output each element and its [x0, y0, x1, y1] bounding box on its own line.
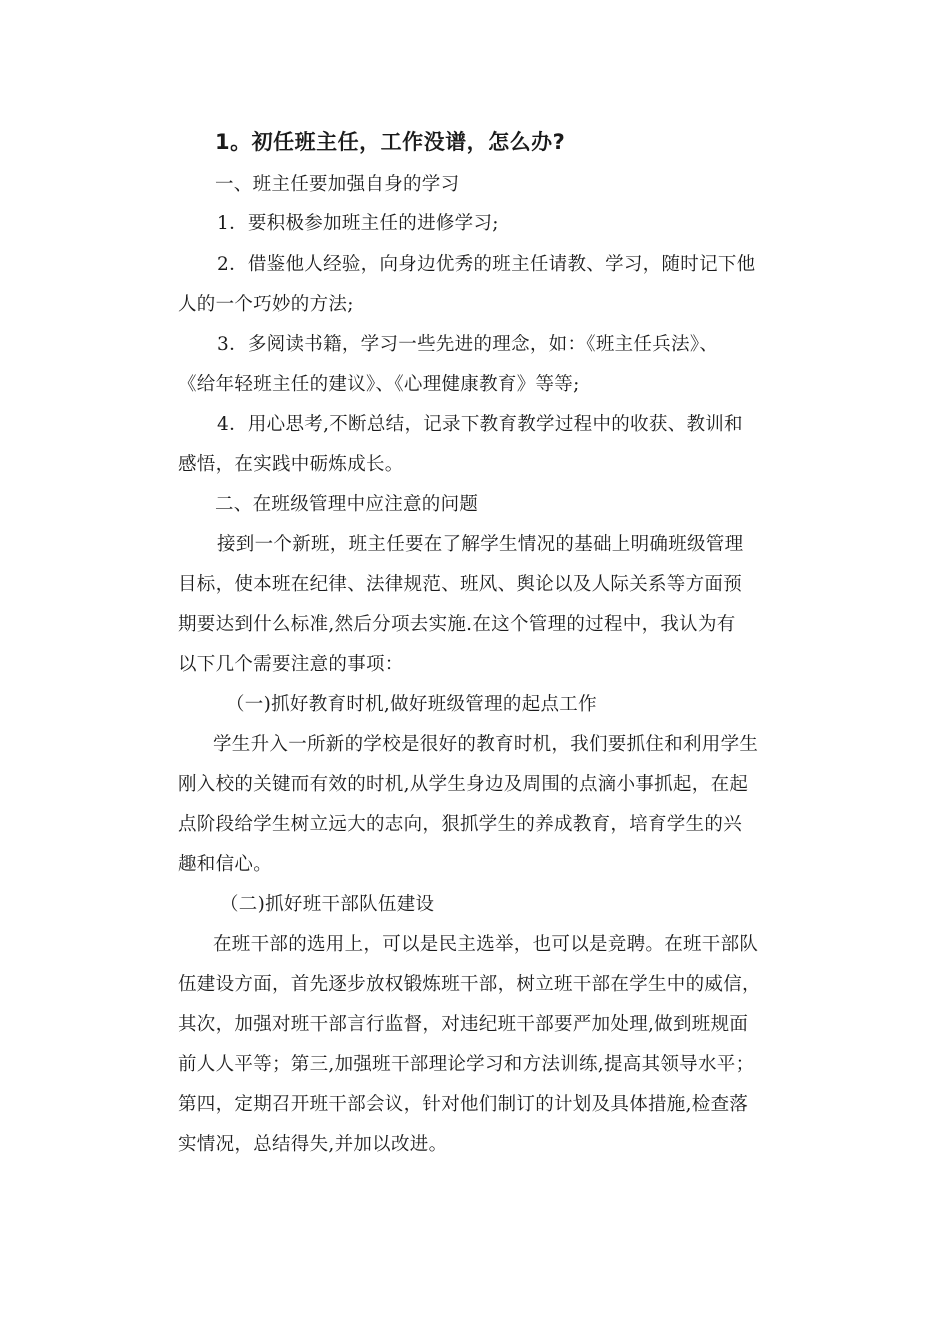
paragraph-line: 3．多阅读书籍，学习一些先进的理念，如：《班主任兵法》、 — [217, 334, 719, 355]
paragraph-line: 点阶段给学生树立远大的志向，狠抓学生的养成教育，培育学生的兴 — [178, 814, 743, 835]
paragraph-line: 4．用心思考,不断总结，记录下教育教学过程中的收获、教训和 — [217, 414, 743, 435]
paragraph-line: 接到一个新班，班主任要在了解学生情况的基础上明确班级管理 — [217, 534, 744, 555]
paragraph-line: 《给年轻班主任的建议》、《心理健康教育》等等; — [178, 374, 580, 395]
subsection-heading: （二)抓好班干部队伍建设 — [220, 894, 435, 915]
paragraph-line: 在班干部的选用上，可以是民主选举，也可以是竞聘。在班干部队 — [213, 934, 759, 955]
paragraph-line: 1．要积极参加班主任的进修学习; — [217, 213, 499, 234]
page-title: 1。初任班主任，工作没谱，怎么办? — [215, 130, 566, 154]
paragraph-line: 2．借鉴他人经验，向身边优秀的班主任请教、学习，随时记下他 — [217, 254, 756, 275]
subsection-heading: （一)抓好教育时机,做好班级管理的起点工作 — [226, 694, 597, 715]
paragraph-line: 趣和信心。 — [178, 854, 273, 875]
paragraph-line: 目标，使本班在纪律、法律规范、班风、舆论以及人际关系等方面预 — [178, 574, 743, 595]
paragraph-line: 以下几个需要注意的事项： — [178, 654, 404, 675]
paragraph-line: 第四，定期召开班干部会议，针对他们制订的计划及具体措施,检查落 — [178, 1094, 749, 1115]
section-heading: 二、在班级管理中应注意的问题 — [215, 494, 479, 515]
paragraph-line: 实情况，总结得失,并加以改进。 — [178, 1134, 448, 1155]
paragraph-line: 前人人平等；第三,加强班干部理论学习和方法训练,提高其领导水平； — [178, 1054, 755, 1075]
paragraph-line: 感悟，在实践中砺炼成长。 — [178, 454, 404, 475]
section-heading: 一、班主任要加强自身的学习 — [215, 174, 460, 195]
paragraph-line: 期要达到什么标准,然后分项去实施.在这个管理的过程中，我认为有 — [178, 614, 736, 635]
paragraph-line: 其次，加强对班干部言行监督，对违纪班干部要严加处理,做到班规面 — [178, 1014, 749, 1035]
paragraph-line: 刚入校的关键而有效的时机,从学生身边及周围的点滴小事抓起，在起 — [178, 774, 749, 795]
paragraph-line: 学生升入一所新的学校是很好的教育时机，我们要抓住和利用学生 — [213, 734, 759, 755]
paragraph-line: 伍建设方面，首先逐步放权锻炼班干部，树立班干部在学生中的威信， — [178, 974, 761, 995]
paragraph-line: 人的一个巧妙的方法; — [178, 294, 354, 315]
